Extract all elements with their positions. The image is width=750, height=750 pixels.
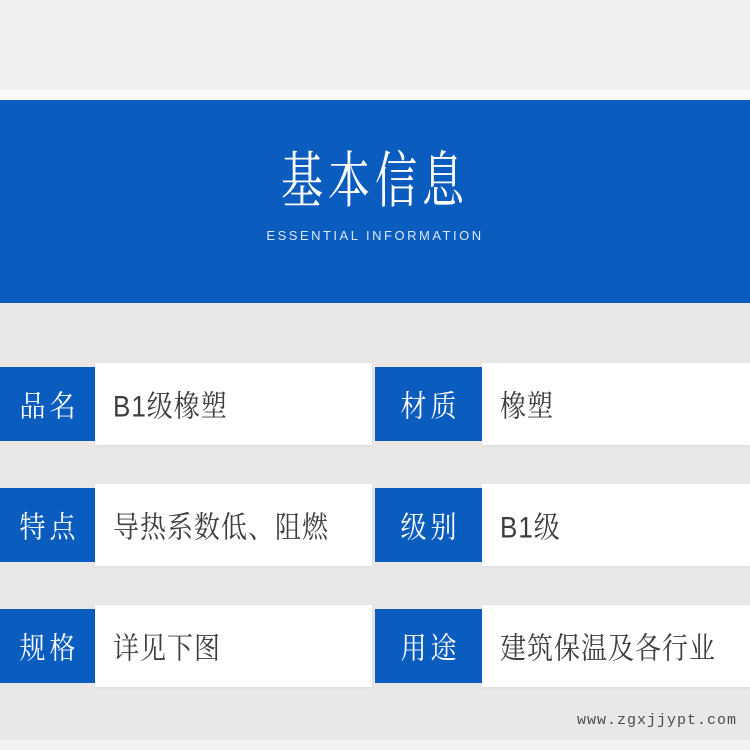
- field-label: 级别: [375, 488, 482, 562]
- page-title: 基本信息: [280, 146, 469, 215]
- cell-grade: [375, 484, 750, 566]
- field-label: 品名: [0, 367, 95, 441]
- field-label: 规格: [0, 609, 95, 683]
- field-value: 详见下图: [95, 605, 372, 687]
- field-value: B1级: [482, 484, 750, 566]
- section-header-banner: [0, 100, 750, 303]
- top-spacer: [0, 0, 750, 90]
- field-value: 橡塑: [482, 363, 750, 445]
- cell-features: [0, 484, 372, 566]
- top-divider: [0, 90, 750, 100]
- site-watermark: www.zgxjjypt.com: [576, 712, 737, 729]
- bottom-spacer: [0, 740, 750, 750]
- field-label: 材质: [375, 367, 482, 441]
- field-value: 建筑保温及各行业: [482, 605, 750, 687]
- cell-usage: [375, 605, 750, 687]
- field-value: 导热系数低、阻燃: [95, 484, 372, 566]
- field-value: B1级橡塑: [95, 363, 372, 445]
- field-label: 特点: [0, 488, 95, 562]
- cell-product-name: [0, 363, 372, 445]
- cell-material: [375, 363, 750, 445]
- page-subtitle: ESSENTIAL INFORMATION: [266, 228, 484, 243]
- field-label: 用途: [375, 609, 482, 683]
- cell-specification: [0, 605, 372, 687]
